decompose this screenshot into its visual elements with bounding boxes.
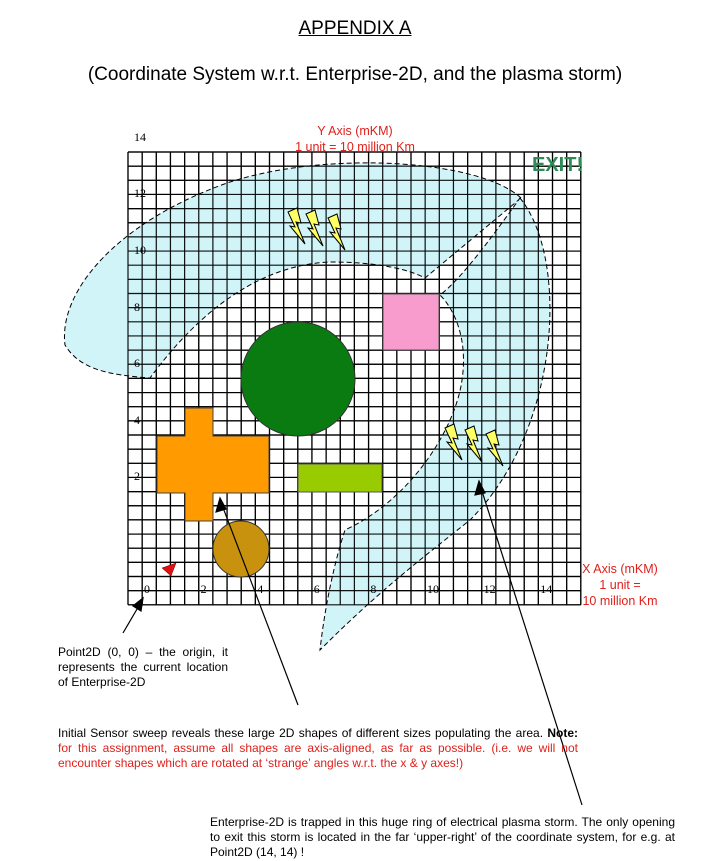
y-axis-unit: 1 unit = 10 million Km	[295, 140, 415, 154]
x-tick-label: 6	[313, 582, 320, 596]
origin-note: Point2D (0, 0) – the origin, it represents the current location of Enterprise-2D	[58, 645, 228, 689]
y-tick-label: 2	[134, 469, 140, 484]
page-subtitle: (Coordinate System w.r.t. Enterprise-2D, and the plasma storm)	[87, 64, 623, 85]
x-axis-unit-2: 10 million Km	[582, 594, 658, 608]
sensor-note-red: for this assignment, assume all shapes are axis-aligned, as far as possible. (i.e. we will not encounter shapes which are rotated at ‘strange’ angles w.r.t. the x & y axes!)	[58, 741, 578, 770]
x-tick-label: 10	[427, 582, 439, 596]
exit-label: EXIT!	[532, 154, 584, 176]
x-axis-title: X Axis (mKM)	[582, 562, 658, 576]
sensor-note	[58, 726, 578, 771]
y-tick-label: 4	[134, 412, 140, 427]
y-tick-label: 10	[134, 243, 146, 257]
y-tick-label: 12	[134, 186, 146, 201]
x-tick-label: 4	[257, 582, 264, 596]
y-axis-label	[255, 123, 455, 155]
sensor-note-label: Note:	[547, 726, 578, 740]
page-title: APPENDIX A	[298, 18, 412, 39]
x-tick-label: 12	[483, 582, 496, 596]
y-tick-label: 14	[134, 129, 146, 144]
x-axis-label	[560, 561, 680, 609]
x-tick-label: 0	[144, 582, 150, 596]
x-tick-label: 2	[200, 582, 207, 596]
x-tick-label: 8	[370, 582, 377, 596]
y-axis-title: Y Axis (mKM)	[317, 124, 393, 138]
sensor-note-text: Initial Sensor sweep reveals these large 2D shapes of different sizes populating the area.	[58, 726, 544, 740]
y-tick-label: 6	[134, 356, 140, 371]
storm-note: Enterprise-2D is trapped in this huge ring of electrical plasma storm. The only opening to exit this storm is located in the far ‘upper-right’ of the coordinate system, for e.g. at Point2D (14, 14) !	[210, 815, 675, 859]
x-axis-unit-1: 1 unit =	[599, 578, 641, 592]
x-tick-label: 14	[540, 582, 553, 596]
y-tick-label: 8	[134, 299, 140, 314]
